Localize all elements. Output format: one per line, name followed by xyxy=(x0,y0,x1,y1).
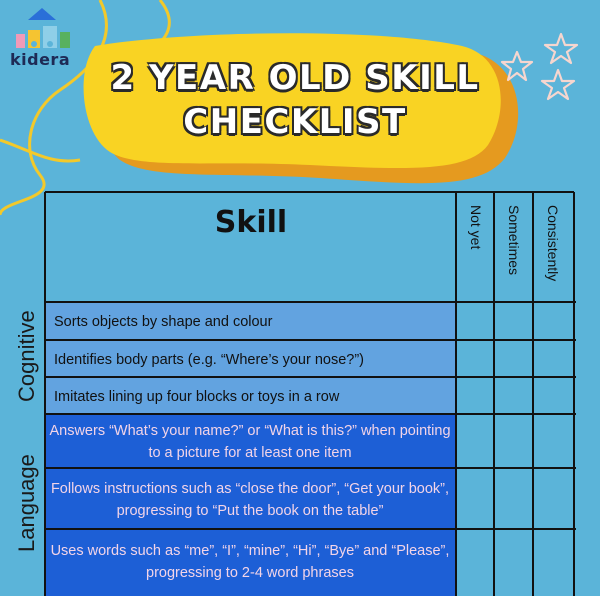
page-title xyxy=(90,56,500,144)
category-cognitive: Cognitive xyxy=(14,310,39,402)
skill-header xyxy=(46,193,456,302)
title-line-1: 2 YEAR OLD SKILL xyxy=(110,58,480,98)
table-row: Follows instructions such as “close the door”, “Get your book”, progressing to “Put the book on the table” xyxy=(50,480,450,519)
brand-name: kidera xyxy=(10,50,71,69)
swirl-line xyxy=(0,140,80,161)
column-header-sometimes: Sometimes xyxy=(506,205,522,276)
table-row: Imitates lining up four blocks or toys in a row xyxy=(54,388,340,405)
category-language: Language xyxy=(14,454,39,552)
table-row: Uses words such as “me”, “I”, “mine”, “Hi”, “Bye” and “Please”, progressing to 2-4 word phrases xyxy=(50,543,450,581)
column-header-not-yet: Not yet xyxy=(468,205,484,250)
title-line-2: CHECKLIST xyxy=(183,102,407,142)
skill-header-label: Skill xyxy=(214,205,288,240)
column-header-consistently: Consistently xyxy=(545,205,561,282)
table-row: Answers “What’s your name?” or “What is this?” when pointing to a picture for at least one item xyxy=(49,423,451,461)
table-row: Identifies body parts (e.g. “Where’s your nose?”) xyxy=(54,351,365,368)
table-row: Sorts objects by shape and colour xyxy=(54,314,273,330)
